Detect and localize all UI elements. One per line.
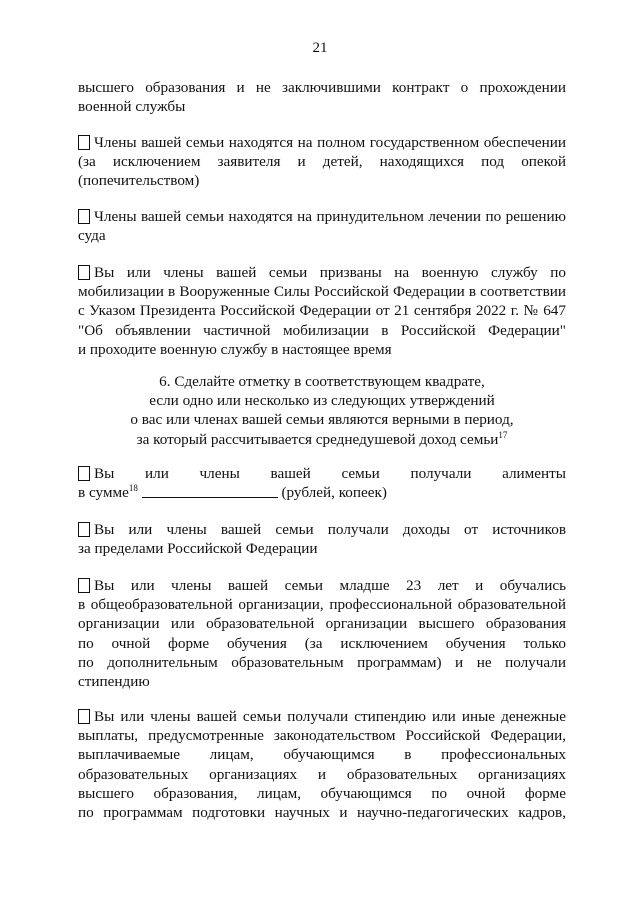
checkbox[interactable] [78,466,90,481]
text-line: с Указом Президента Российской Федерации от 21 сентября 2022 г. № 647 [78,302,566,320]
checkbox-item-foreign-income [78,520,566,558]
footnote-ref: 18 [128,483,138,494]
text-line: за пределами Российской Федерации [78,540,318,558]
text-line: образовательных организациях и образовательных организациях [78,765,566,783]
text-line: по очной форме обучения (за исключением обучения только [78,634,566,652]
page-number: 21 [312,40,328,56]
checkbox-item-compulsory-treatment [78,207,566,245]
item-text: Члены вашей семьи находятся на принудительном лечении по решению [94,208,566,225]
checkbox-item-state-support [78,133,566,191]
item-text: Вы или члены вашей семьи получали доходы от источников [94,521,566,538]
text-line: суда [78,227,106,245]
section-6-heading [78,372,566,449]
text-line: выплаты, предусмотренные законодательством Российской Федерации, [78,727,566,745]
text-line: в общеобразовательной организации, профессиональной образовательной [78,596,566,614]
text-line: военной службы [78,98,186,116]
item-text: Вы или члены вашей семьи призваны на военную службу по [94,264,566,281]
text-line: мобилизации в Вооруженные Силы Российской Федерации в соответствии [78,283,566,301]
text-line: если одно или несколько из следующих утверждений [149,392,495,410]
checkbox[interactable] [78,135,90,150]
text-line: за который рассчитывается среднедушевой доход семьи [136,430,499,448]
amount-input-line[interactable] [142,485,278,498]
text-line: выплачиваемые лицам, обучающимся в профессиональных [78,746,566,764]
checkbox-item-student-no-stipend [78,576,566,691]
text-line: организации или образовательной организации высшего образования [78,615,566,633]
text-line: высшего образования, лицам, обучающимся по очной форме [78,784,566,802]
footnote-ref: 17 [498,429,508,440]
item-text: Вы или члены вашей семьи получали алименты [94,465,566,482]
text-line: по дополнительным образовательным программам) и не получали [78,653,566,671]
text-line: (за исключением заявителя и детей, находящихся под опекой [78,153,566,171]
item-text: Члены вашей семьи находятся на полном государственном обеспечении [94,134,566,151]
checkbox-item-mobilization [78,263,566,359]
checkbox[interactable] [78,709,90,724]
text-line: по программам подготовки научных и научно-педагогических кадров, [78,804,566,822]
text-line: о вас или членах вашей семьи являются верными в период, [130,411,514,429]
checkbox-item-alimony [78,464,566,502]
checkbox-item-stipend [78,707,566,822]
text-line: "Об объявлении частичной мобилизации в Российской Федерации" [78,321,566,339]
checkbox[interactable] [78,209,90,224]
checkbox[interactable] [78,265,90,280]
text-line: (попечительством) [78,172,200,190]
checkbox[interactable] [78,578,90,593]
text-line: и проходите военную службу в настоящее время [78,340,392,358]
text-line: 6. Сделайте отметку в соответствующем квадрате, [159,373,485,390]
item-text: Вы или члены вашей семьи младше 23 лет и обучались [94,577,566,594]
text-line: стипендию [78,673,150,691]
text-line: в сумме [78,484,129,502]
intro-paragraph [78,78,566,116]
item-text: Вы или члены вашей семьи получали стипендию или иные денежные [94,708,566,725]
text-line: высшего образования и не заключившими контракт о прохождении [78,79,566,96]
text-line: (рублей, копеек) [281,484,387,502]
checkbox[interactable] [78,522,90,537]
